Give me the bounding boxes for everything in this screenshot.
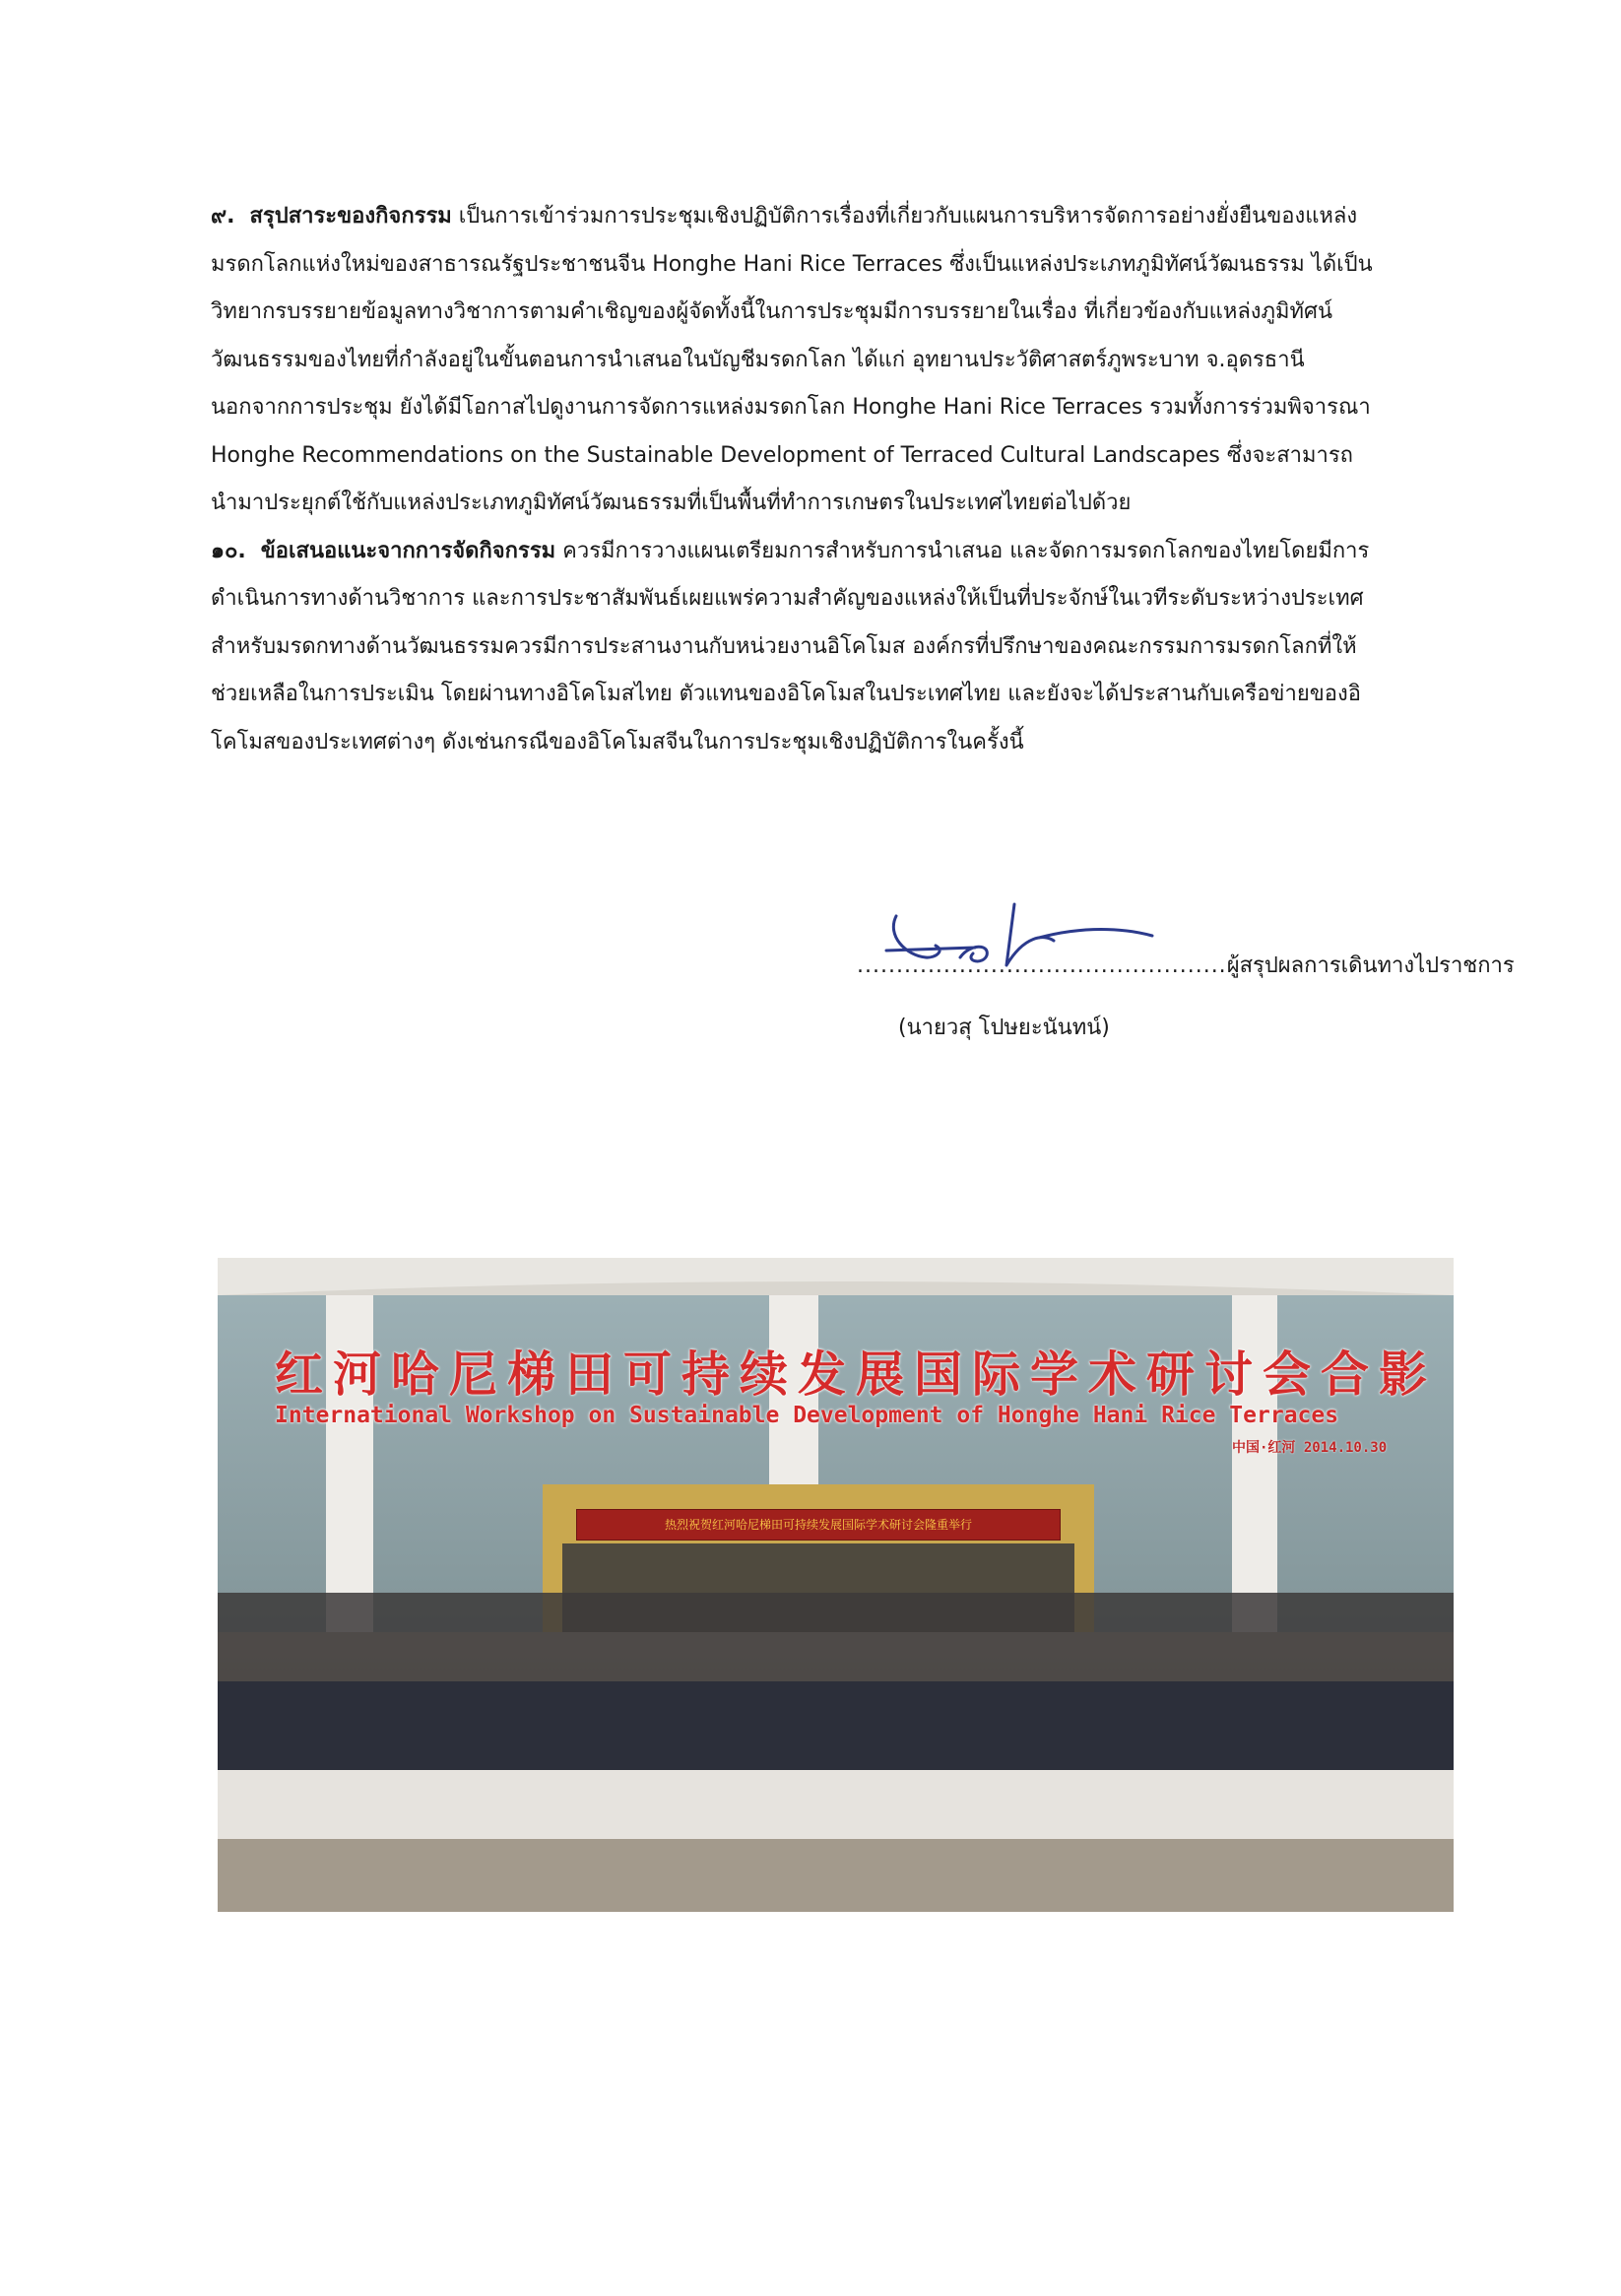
- section-9-line: [211, 193, 1491, 241]
- section-9-line: Honghe Recommendations on the Sustainable Development of Terraced Cultural Landscapes ซึ่งจะสามารถ: [211, 442, 1353, 468]
- section-9-line: มรดกโลกแห่งใหม่ของสาธารณรัฐประชาชนจีน Honghe Hani Rice Terraces ซึ่งเป็นแหล่งประเภทภูมิทัศน์วัฒนธรรม ได้เป็น: [211, 251, 1373, 277]
- section-10-number: ๑๐.: [211, 538, 246, 563]
- section-9-line: นำมาประยุกต์ใช้กับแหล่งประเภทภูมิทัศน์วัฒนธรรมที่เป็นพื้นที่ทำการเกษตรในประเทศไทยต่อไปด้วย: [211, 491, 1132, 515]
- section-9-line: วัฒนธรรมของไทยที่กำลังอยู่ในขั้นตอนการนำเสนอในบัญชีมรดกโลก ได้แก่ อุทยานประวัติศาสตร์ภูพระบาท จ.อุดรธานี: [211, 347, 1305, 372]
- section-10-text: ควรมีการวางแผนเตรียมการสำหรับการนำเสนอ และจัดการมรดกโลกของไทยโดยมีการ: [562, 538, 1370, 563]
- signature-dots: ...............................................: [857, 953, 1227, 978]
- section-10-line: [211, 528, 1491, 576]
- signature-block: [847, 886, 1515, 1083]
- photo-title-english: International Workshop on Sustainable Development of Honghe Hani Rice Terraces: [275, 1403, 1339, 1428]
- section-9-line: นอกจากการประชุม ยังได้มีโอกาสไปดูงานการจัดการแหล่งมรดกโลก Honghe Hani Rice Terraces รวมทั้งการร่วมพิจารณา: [211, 395, 1371, 420]
- section-10-line: สำหรับมรดกทางด้านวัฒนธรรมควรมีการประสานงานกับหน่วยงานอิโคโมส องค์กรที่ปรึกษาของคณะกรรมการมรดกโลกที่ให้: [211, 633, 1357, 659]
- venue-banner: 热烈祝贺红河哈尼梯田可持续发展国际学术研讨会隆重举行: [576, 1509, 1061, 1541]
- report-body: [211, 193, 1491, 766]
- section-9-text: เป็นการเข้าร่วมการประชุมเชิงปฏิบัติการเรื่องที่เกี่ยวกับแผนการบริหารจัดการอย่างยั่งยืนของแหล่ง: [458, 204, 1358, 229]
- signatory-name: (นายวสุ โปษยะนันทน์): [898, 1016, 1110, 1040]
- photo-title-chinese: 红河哈尼梯田可持续发展国际学术研讨会合影: [275, 1345, 1438, 1403]
- section-10-line: โคโมสของประเทศต่างๆ ดังเช่นกรณีของอิโคโมสจีนในการประชุมเชิงปฏิบัติการในครั้งนี้: [211, 729, 1024, 754]
- section-9-number: ๙.: [211, 204, 235, 229]
- section-10-line: ดำเนินการทางด้านวิชาการ และการประชาสัมพันธ์เผยแพร่ความสำคัญของแหล่งให้เป็นที่ประจักษ์ในเวทีระดับระหว่างประเทศ: [211, 586, 1364, 611]
- signature-line: [857, 948, 1515, 982]
- section-9-heading: สรุปสาระของกิจกรรม: [249, 204, 452, 229]
- group-photo: [218, 1258, 1454, 1912]
- signature-role: ผู้สรุปผลการเดินทางไปราชการ: [1226, 953, 1515, 978]
- section-10-heading: ข้อเสนอแนะจากการจัดกิจกรรม: [260, 538, 556, 563]
- section-10-line: ช่วยเหลือในการประเมิน โดยผ่านทางอิโคโมสไทย ตัวแทนของอิโคโมสในประเทศไทย และยังจะได้ประสานกับเครือข่ายของอิ: [211, 682, 1361, 706]
- photo-place-date: 中国·红河 2014.10.30: [1232, 1440, 1388, 1456]
- section-9-line: วิทยากรบรรยายข้อมูลทางวิชาการตามคำเชิญของผู้จัดทั้งนี้ในการประชุมมีการบรรยายในเรื่อง ที่เกี่ยวข้องกับแหล่งภูมิทัศน์: [211, 299, 1333, 324]
